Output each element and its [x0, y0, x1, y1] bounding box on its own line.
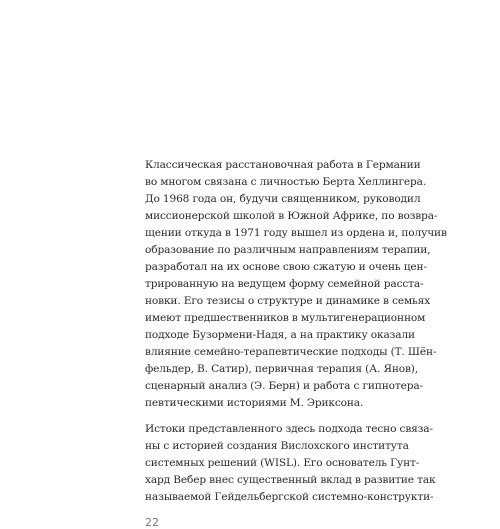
text-line: Классическая расстановочная работа в Германии [145, 159, 421, 171]
text-line: новки. Его тезисы о структуре и динамике в семьях [145, 295, 431, 307]
text-line: щении откуда в 1971 году вышел из ордена и, получив [145, 227, 447, 239]
text-line: До 1968 года он, будучи священником, руководил [145, 193, 421, 205]
text-line: трированную на ведущем форму семейной расста- [145, 278, 424, 290]
text-line: разработал на их основе свою сжатую и очень цен- [145, 261, 427, 273]
text-line: влияние семейно-терапевтические подходы (Т. Шён- [145, 346, 437, 358]
text-line: фельдер, В. Сатир), первичная терапия (А. Янов), [145, 363, 418, 375]
text-line: ны с историей создания Вислохского института [145, 440, 409, 452]
text-line: подходе Бузормени-Надя, а на практику оказали [145, 329, 415, 341]
text-line: Истоки представленного здесь подхода тесно связа- [145, 423, 433, 435]
text-line: имеют предшественников в мультигенерационном [145, 312, 426, 324]
text-line: хард Вебер внес существенный вклад в развитие так [145, 474, 436, 486]
page-number: 22 [145, 516, 159, 529]
text-line: образование по различным направлениям терапии, [145, 244, 431, 256]
text-line: системных решений (WISL). Его основатель Гунт- [145, 457, 420, 469]
text-line: называемой Гейдельбергской системно-конструкти- [145, 491, 434, 503]
text-line: миссионерской школой в Южной Африке, по возвра- [145, 210, 438, 222]
text-line: во многом связана с личностью Берта Хеллингера. [145, 176, 427, 188]
text-line: певтическими историями М. Эриксона. [145, 397, 364, 409]
text-line: сценарный анализ (Э. Берн) и работа с гипнотера- [145, 380, 423, 392]
